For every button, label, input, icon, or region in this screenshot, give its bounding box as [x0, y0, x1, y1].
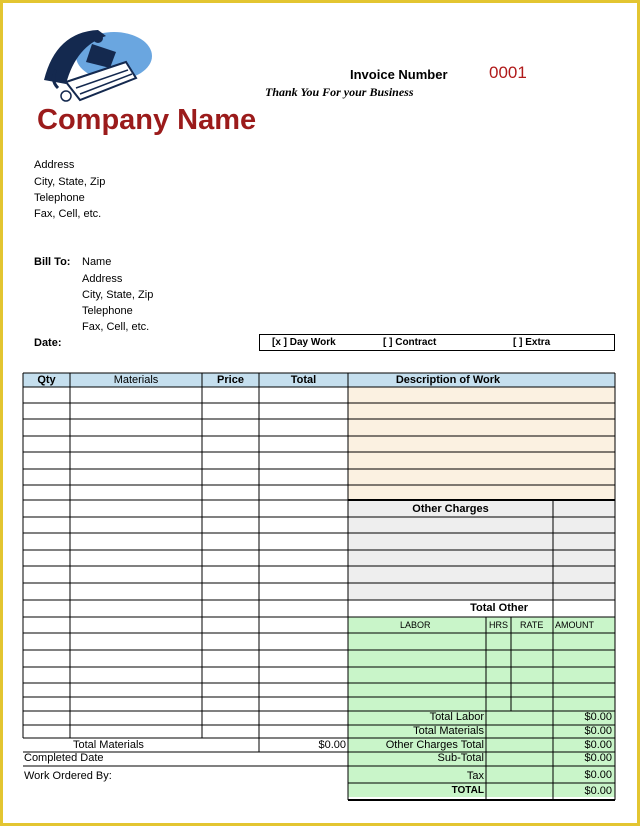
materials-header: Materials [113, 374, 159, 386]
company-fax-line: Fax, Cell, etc. [34, 208, 102, 220]
price-header: Price [217, 374, 244, 386]
total-header: Total [290, 374, 317, 386]
bill-to-fax: Fax, Cell, etc. [82, 321, 150, 333]
bill-to-label: Bill To: [34, 256, 71, 268]
grand-total-value: $0.00 [584, 785, 612, 797]
total-materials-left-label: Total Materials [73, 739, 144, 751]
total-materials-right-label: Total Materials [413, 725, 484, 737]
amount-header: AMOUNT [555, 620, 594, 630]
bill-to-address: Address [82, 273, 123, 285]
other-charges-label: Other Charges [412, 503, 489, 515]
bill-to-telephone: Telephone [82, 305, 133, 317]
description-header: Description of Work [395, 374, 501, 386]
invoice-number-value: 0001 [489, 63, 527, 82]
invoice-number-label: Invoice Number [350, 67, 448, 82]
bill-to-city: City, State, Zip [82, 289, 154, 301]
tax-value: $0.00 [584, 769, 612, 781]
thank-you-note: Thank You For your Business [265, 85, 414, 99]
description-area [348, 387, 615, 500]
company-telephone-line: Telephone [34, 192, 85, 204]
rate-header: RATE [520, 620, 544, 630]
sub-total-label: Sub-Total [437, 752, 484, 764]
company-name: Company Name [37, 104, 257, 136]
total-other-label: Total Other [470, 602, 528, 614]
total-labor-value: $0.00 [584, 711, 612, 723]
company-city-line: City, State, Zip [34, 176, 106, 188]
date-label: Date: [34, 337, 62, 349]
labor-header: LABOR [400, 620, 431, 630]
qty-header: Qty [37, 374, 56, 386]
contract-checkbox[interactable]: [ ] Contract [383, 337, 437, 348]
company-address-line: Address [34, 159, 75, 171]
grand-total-label: TOTAL [451, 785, 484, 796]
total-materials-left-value: $0.00 [318, 739, 346, 751]
other-charges-total-value: $0.00 [584, 739, 612, 751]
work-ordered-by-label: Work Ordered By: [24, 770, 112, 782]
hrs-header: HRS [489, 620, 509, 630]
tax-label: Tax [466, 770, 484, 782]
bill-to-name: Name [82, 256, 112, 268]
extra-checkbox[interactable]: [ ] Extra [513, 337, 551, 348]
completed-date-label: Completed Date [24, 752, 104, 764]
other-charges-total-label: Other Charges Total [385, 739, 484, 751]
day-work-checkbox[interactable]: [x ] Day Work [272, 337, 336, 348]
total-materials-right-value: $0.00 [584, 725, 612, 737]
total-labor-label: Total Labor [429, 711, 484, 723]
sub-total-value: $0.00 [584, 752, 612, 764]
